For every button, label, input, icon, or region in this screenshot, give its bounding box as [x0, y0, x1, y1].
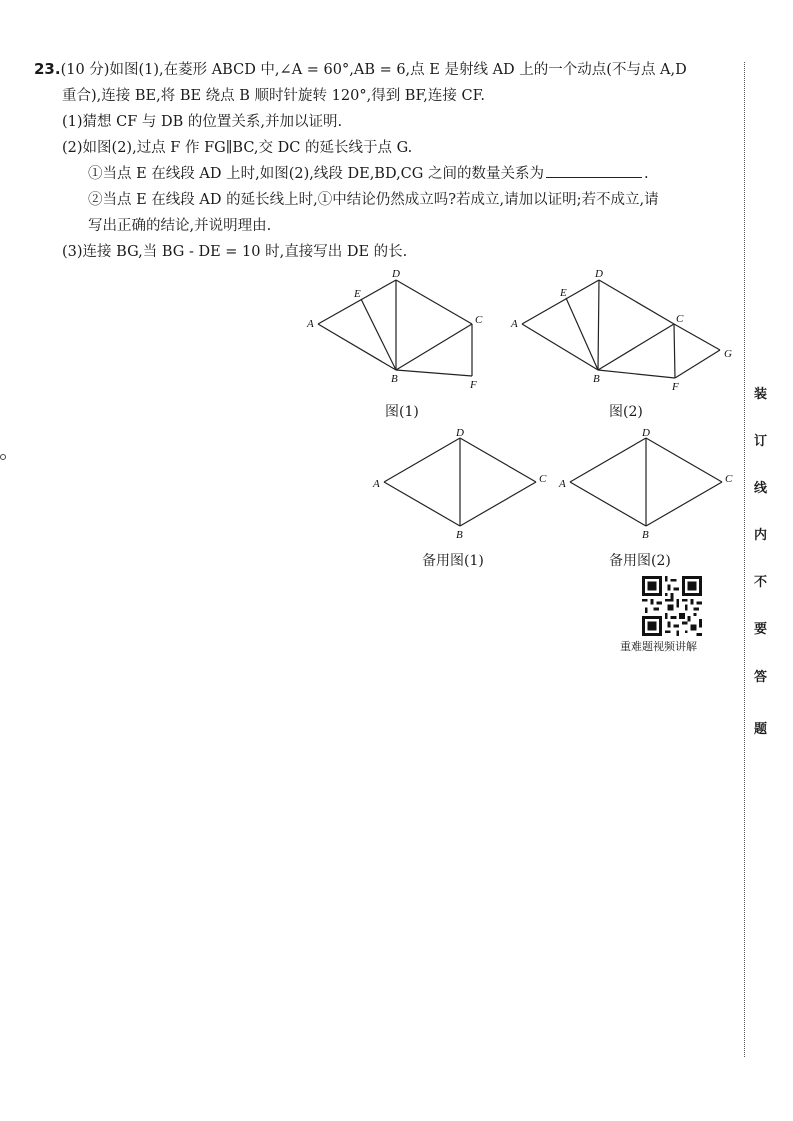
binding-char-4: 内 [754, 528, 768, 543]
binding-char-1: 装 [754, 387, 768, 402]
spare1-edge-ba [384, 482, 460, 526]
question-line-1 [34, 58, 687, 79]
fig2-label-b: B [593, 373, 600, 385]
fig2-segment-cf [674, 324, 675, 378]
spare1-label-d: D [456, 427, 464, 439]
fig2-diagonal-db [598, 280, 599, 370]
spare2-label-c: C [725, 473, 733, 485]
figure-1 [300, 266, 500, 396]
part-2a-suffix: . [643, 166, 649, 182]
spare1-label-c: C [539, 473, 547, 485]
fig2-edge-dc [599, 280, 674, 324]
question-number: 23. [34, 60, 61, 78]
fig1-edge-ad [318, 280, 396, 324]
binding-char-2: 订 [754, 434, 768, 449]
spare-figure-1 [370, 426, 550, 546]
qr-caption: 重难题视频讲解 [620, 640, 697, 653]
spare-figure-2-caption: 备用图(2) [609, 553, 671, 569]
figure-2-caption: 图(2) [609, 404, 643, 420]
answer-blank[interactable] [546, 163, 642, 178]
part-1: (1)猜想 CF 与 DB 的位置关系,并加以证明. [62, 114, 343, 130]
fig2-segment-fg [675, 350, 720, 378]
fig2-label-d: D [595, 268, 603, 280]
part-2a-text: ①当点 E 在线段 AD 上时,如图(2),线段 DE,BD,CG 之间的数量关系为 [88, 166, 544, 182]
fig1-label-f: F [470, 379, 477, 391]
binding-char-7: 答 [754, 670, 768, 685]
fig1-edge-dc [396, 280, 472, 324]
part-2a [88, 162, 649, 183]
question-line-2: 重合),连接 BE,将 BE 绕点 B 顺时针旋转 120°,得到 BF,连接 CF. [62, 88, 485, 104]
spare2-edge-dc [646, 438, 722, 482]
spare2-edge-cb [646, 482, 722, 526]
fig2-segment-be [566, 298, 598, 370]
fig1-edge-cb [396, 324, 472, 370]
fig2-segment-bf [598, 370, 675, 378]
spare2-label-d: D [642, 427, 650, 439]
spare1-edge-dc [460, 438, 536, 482]
fig2-edge-cb [598, 324, 674, 370]
spare1-edge-cb [460, 482, 536, 526]
spare1-edge-ad [384, 438, 460, 482]
spare1-label-b: B [456, 529, 463, 541]
binding-char-6: 要 [754, 622, 768, 637]
fig1-segment-bf [396, 370, 472, 376]
binding-char-3: 线 [754, 481, 768, 496]
fig2-label-e: E [560, 287, 567, 299]
fig1-label-a: A [307, 318, 314, 330]
part-2: (2)如图(2),过点 F 作 FG∥BC,交 DC 的延长线于点 G. [62, 140, 413, 156]
question-stem: (10 分)如图(1),在菱形 ABCD 中,∠A = 60°,AB = 6,点 E 是射线 AD 上的一个动点(不与点 A,D [60, 62, 687, 78]
figure-1-caption: 图(1) [385, 404, 419, 420]
part-2b-line-1: ②当点 E 在线段 AD 的延长线上时,①中结论仍然成立吗?若成立,请加以证明;若不成立,请 [88, 192, 659, 208]
binding-char-8: 题 [754, 722, 768, 737]
spare1-label-a: A [373, 478, 380, 490]
spare2-edge-ad [570, 438, 646, 482]
fig1-label-d: D [392, 268, 400, 280]
fig2-label-c: C [676, 313, 684, 325]
margin-dot [0, 454, 6, 460]
qr-code-icon[interactable] [642, 576, 702, 636]
spare2-edge-ba [570, 482, 646, 526]
fig1-label-c: C [475, 314, 483, 326]
fig2-label-f: F [672, 381, 679, 393]
fig2-edge-ba [522, 324, 598, 370]
binding-line [744, 62, 745, 1057]
binding-char-5: 不 [754, 575, 768, 590]
fig1-label-b: B [391, 373, 398, 385]
figure-2 [508, 266, 738, 396]
part-3: (3)连接 BG,当 BG - DE = 10 时,直接写出 DE 的长. [62, 244, 408, 260]
spare-figure-2 [556, 426, 736, 546]
fig2-label-g: G [724, 348, 732, 360]
fig2-label-a: A [511, 318, 518, 330]
spare-figure-1-caption: 备用图(1) [422, 553, 484, 569]
part-2b-line-2: 写出正确的结论,并说明理由. [88, 218, 272, 234]
spare2-label-a: A [559, 478, 566, 490]
fig1-label-e: E [354, 288, 361, 300]
spare2-label-b: B [642, 529, 649, 541]
fig2-extension-cg [674, 324, 720, 350]
